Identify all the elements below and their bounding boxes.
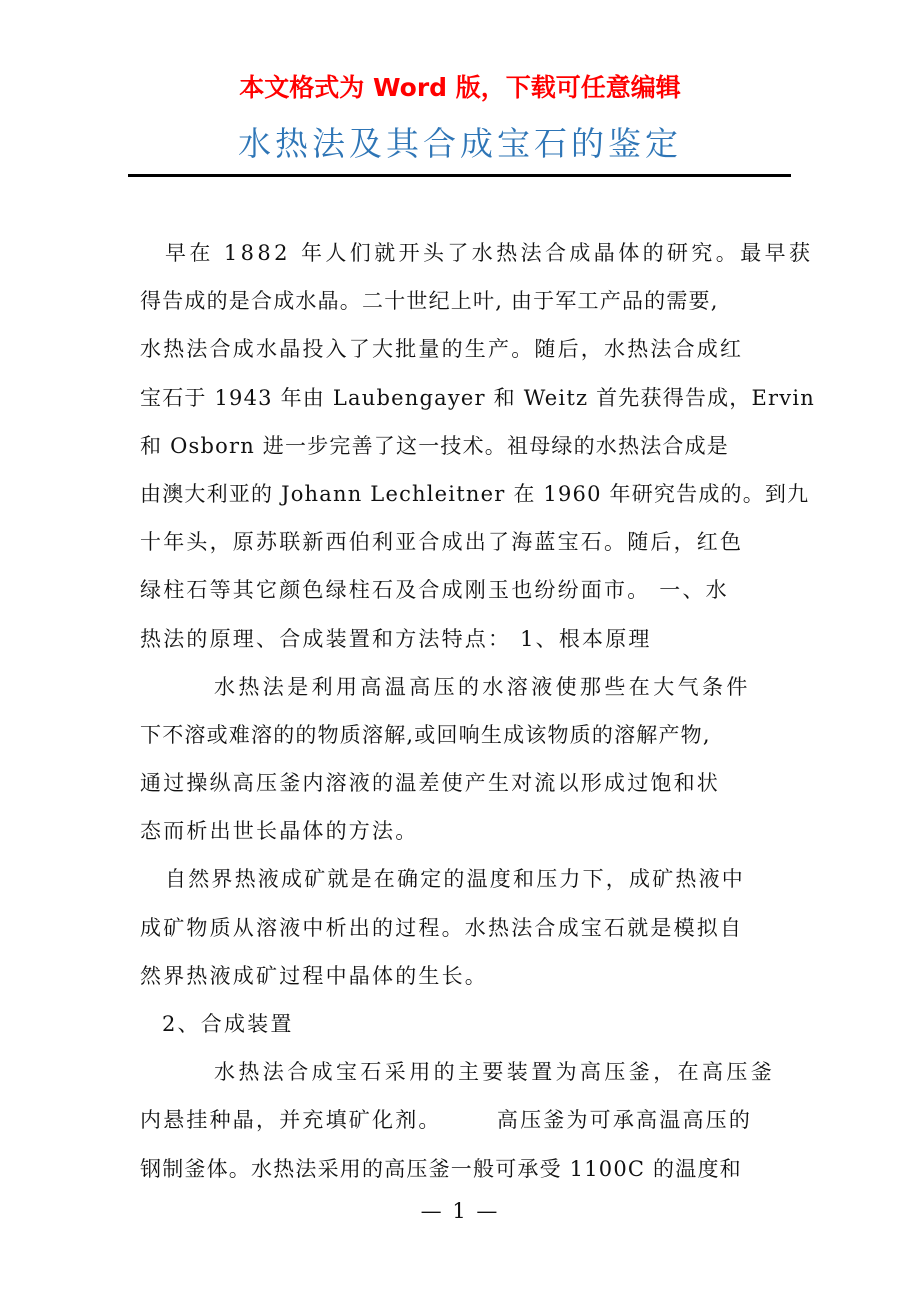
paragraph-line: 成矿物质从溶液中析出的过程。水热法合成宝石就是模拟自 bbox=[140, 915, 744, 940]
paragraph-line: 自然界热液成矿就是在确定的温度和压力下，成矿热液中 bbox=[165, 867, 745, 892]
paragraph-line: 钢制釜体。水热法采用的高压釜一般可承受 1100C 的温度和 bbox=[140, 1156, 742, 1181]
paragraph-line: 和 Osborn 进一步完善了这一技术。祖母绿的水热法合成是 bbox=[140, 433, 729, 458]
paragraph-line: 水热法合成水晶投入了大批量的生产。随后，水热法合成红 bbox=[140, 337, 744, 362]
document-body bbox=[140, 229, 815, 1193]
document-title: 水热法及其合成宝石的鉴定 bbox=[238, 124, 682, 163]
paragraph-line: 下不溶或难溶的的物质溶解,或回响生成该物质的溶解产物, bbox=[140, 722, 711, 747]
paragraph-line: 得告成的是合成水晶。二十世纪上叶, 由于军工产品的需要, bbox=[140, 289, 719, 314]
paragraph-line: 水热法是利用高温高压的水溶液使那些在大气条件 bbox=[214, 674, 751, 699]
paragraph-line: 早在 1882 年人们就开头了水热法合成晶体的研究。最早获 bbox=[165, 241, 814, 265]
paragraph-line: 绿柱石等其它颜色绿柱石及合成刚玉也纷纷面市。 一、水 bbox=[140, 578, 729, 603]
page-number: — 1 — bbox=[420, 1199, 500, 1223]
header-divider bbox=[128, 174, 791, 177]
format-notice-banner: 本文格式为 Word 版，下载可任意编辑 bbox=[239, 73, 681, 102]
paragraph-line: 内悬挂种晶，并充填矿化剂。 高压釜为可承高温高压的 bbox=[140, 1108, 753, 1133]
section-heading-line: 2、合成装置 bbox=[162, 1012, 294, 1036]
section-heading-line: 热法的原理、合成装置和方法特点： 1、根本原理 bbox=[140, 626, 652, 651]
paragraph-line: 态而析出世长晶体的方法。 bbox=[140, 819, 419, 844]
paragraph-line: 水热法合成宝石采用的主要装置为高压釜，在高压釜 bbox=[214, 1060, 776, 1085]
paragraph-line: 由澳大利亚的 Johann Lechleitner 在 1960 年研究告成的。到九 bbox=[140, 481, 810, 506]
paragraph-line: 通过操纵高压釜内溶液的温差使产生对流以形成过饱和状 bbox=[140, 771, 720, 796]
paragraph-line: 然界热液成矿过程中晶体的生长。 bbox=[140, 963, 488, 988]
paragraph-line: 宝石于 1943 年由 Laubengayer 和 Weitz 首先获得告成，Ervin bbox=[140, 385, 815, 410]
paragraph-line: 十年头，原苏联新西伯利亚合成出了海蓝宝石。随后，红色 bbox=[140, 530, 744, 555]
